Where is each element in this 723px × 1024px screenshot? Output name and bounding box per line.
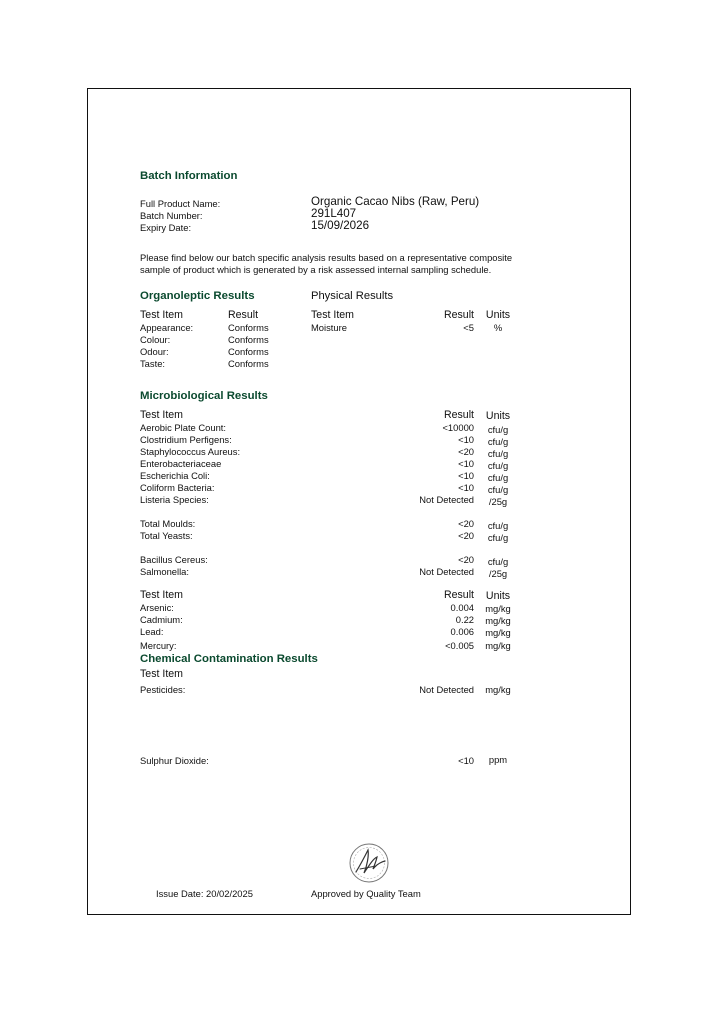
chemical-result: Not Detected [419,684,474,695]
micro-units: /25g [488,496,508,507]
organoleptic-col-item: Test Item [140,309,183,321]
micro-result: Not Detected [419,494,474,505]
micro-units: cfu/g [487,448,509,459]
organoleptic-item: Appearance: [140,322,194,333]
micro-item: Staphylococcus Aureus: [140,446,241,457]
chemical-heading: Chemical Contamination Results [140,653,318,665]
batch-label: Batch Number: [140,210,203,221]
organoleptic-item: Odour: [140,346,169,357]
micro-item: Enterobacteriaceae [140,458,222,469]
physical-col-item: Test Item [311,309,354,321]
metals-result: 0.22 [455,614,474,625]
micro-col-item: Test Item [140,409,183,421]
micro-item: Escherichia Coli: [140,470,210,481]
micro-item: Clostridium Perfigens: [140,434,232,445]
physical-units: % [493,322,503,333]
micro-item: Total Moulds: [140,518,196,529]
micro-units: cfu/g [487,460,509,471]
organoleptic-result: Conforms [228,334,269,345]
metals-col-units: Units [485,590,511,602]
physical-heading: Physical Results [311,290,394,302]
micro-units: cfu/g [487,556,509,567]
micro-item: Coliform Bacteria: [140,482,215,493]
micro-units: cfu/g [487,520,509,531]
chemical-item: Pesticides: [140,684,186,695]
micro-col-units: Units [485,410,511,422]
micro-result: <10 [458,470,474,481]
micro-item: Total Yeasts: [140,530,193,541]
signature-seal-icon [346,842,392,884]
micro-result: <20 [458,530,474,541]
metals-item: Lead: [140,626,164,637]
chemical-item: Sulphur Dioxide: [140,755,209,766]
micro-result: <10000 [442,422,474,433]
organoleptic-col-result: Result [228,309,259,321]
physical-col-result: Result [443,309,474,321]
micro-item: Listeria Species: [140,494,209,505]
chemical-units: mg/kg [485,684,511,695]
metals-units: mg/kg [485,640,511,651]
metals-item: Arsenic: [140,602,174,613]
micro-item: Salmonella: [140,566,189,577]
metals-col-item: Test Item [140,589,183,601]
chemical-units: ppm [488,754,508,765]
organoleptic-result: Conforms [228,346,269,357]
metals-item: Cadmium: [140,614,183,625]
micro-col-result: Result [443,409,474,421]
organoleptic-heading: Organoleptic Results [140,290,255,302]
physical-item: Moisture [311,322,347,333]
metals-item: Mercury: [140,640,177,651]
micro-units: /25g [488,568,508,579]
micro-result: <10 [458,482,474,493]
micro-result: Not Detected [419,566,474,577]
chemical-result: <10 [458,755,474,766]
organoleptic-item: Taste: [140,358,166,369]
product-label: Full Product Name: [140,198,221,209]
micro-result: <10 [458,434,474,445]
metals-result: <0.005 [445,640,474,651]
chemical-col-item: Test Item [140,668,183,680]
physical-col-units: Units [485,309,511,321]
metals-units: mg/kg [485,615,511,626]
issue-date: Issue Date: 20/02/2025 [156,888,253,899]
micro-result: <20 [458,554,474,565]
micro-item: Bacillus Cereus: [140,554,208,565]
micro-item: Aerobic Plate Count: [140,422,226,433]
organoleptic-result: Conforms [228,322,269,333]
batch-value: 291L407 [311,207,357,220]
physical-result: <5 [463,322,474,333]
metals-result: 0.006 [450,626,474,637]
batch-heading: Batch Information [140,170,238,182]
approved-by: Approved by Quality Team [311,888,421,899]
intro-line-2: sample of product which is generated by a risk assessed internal sampling schedule. [140,264,492,275]
metals-col-result: Result [443,589,474,601]
metals-units: mg/kg [485,603,511,614]
metals-result: 0.004 [450,602,474,613]
metals-units: mg/kg [485,627,511,638]
organoleptic-result: Conforms [228,358,269,369]
product-value: Organic Cacao Nibs (Raw, Peru) [311,195,480,208]
micro-units: cfu/g [487,424,509,435]
micro-units: cfu/g [487,484,509,495]
microbiological-heading: Microbiological Results [140,390,268,402]
micro-result: <20 [458,446,474,457]
micro-result: <20 [458,518,474,529]
intro-line-1: Please find below our batch specific analysis results based on a representative composite [140,252,513,263]
micro-units: cfu/g [487,436,509,447]
expiry-label: Expiry Date: [140,222,192,233]
micro-units: cfu/g [487,472,509,483]
organoleptic-item: Colour: [140,334,171,345]
micro-result: <10 [458,458,474,469]
expiry-value: 15/09/2026 [311,219,370,232]
micro-units: cfu/g [487,532,509,543]
